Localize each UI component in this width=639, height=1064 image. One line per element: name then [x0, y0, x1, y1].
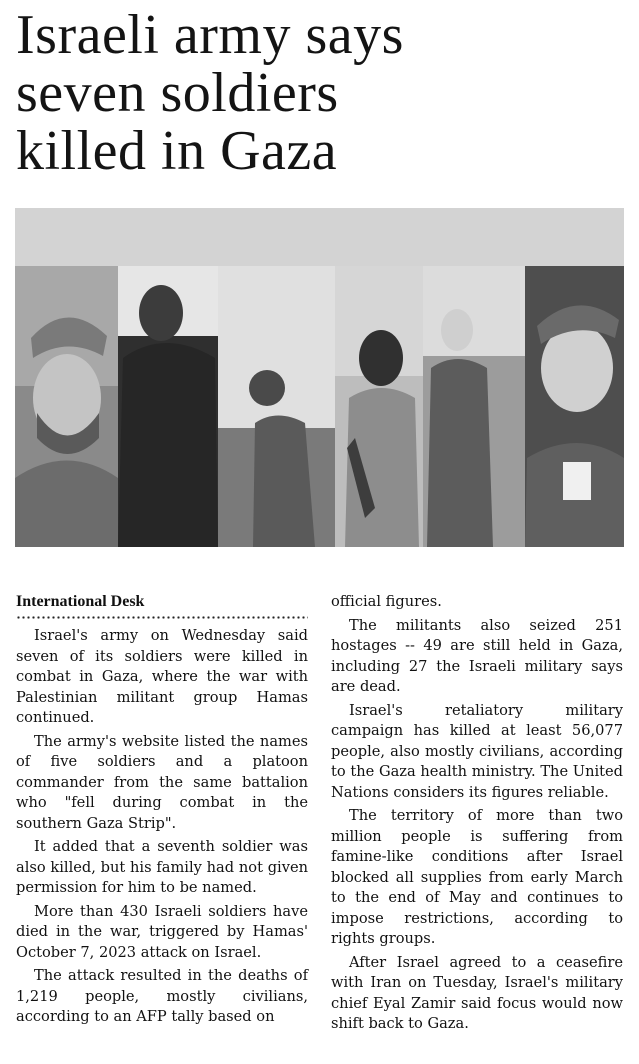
- section-desk-label: International Desk: [16, 593, 145, 610]
- soldier-portrait-3: [218, 266, 335, 547]
- article-paragraph: The militants also seized 251 hostages -- 49 are still held in Gaza, including 27 the Israeli military says are dead.: [331, 616, 623, 695]
- headline: [16, 6, 616, 180]
- article-paragraph: The territory of more than two million people is suffering from famine-like conditions after Israel blocked all supplies from early March to the end of May and continues to impose restrictions, according to rights groups.: [331, 807, 623, 947]
- article-paragraph: The attack resulted in the deaths of 1,219 people, mostly civilians, according to an AFP tally based on: [16, 967, 308, 1025]
- article-column-left: [16, 590, 308, 1031]
- article-paragraph: More than 430 Israeli soldiers have died in the war, triggered by Hamas' October 7, 2023 attack on Israel.: [16, 902, 308, 961]
- article-paragraph: Israel's army on Wednesday said seven of its soldiers were killed in combat in Gaza, where the war with Palestinian militant group Hamas continued.: [16, 627, 308, 726]
- headline-line: Israeli army says: [16, 4, 404, 66]
- headline-line: seven soldiers: [16, 62, 339, 124]
- soldier-portrait-5: [423, 266, 525, 547]
- article-paragraph: After Israel agreed to a ceasefire with Iran on Tuesday, Israel's military chief Eyal Zamir said focus would now shift back to Gaza.: [331, 953, 623, 1032]
- soldier-portrait-4: [335, 266, 423, 547]
- article-paragraph: Israel's retaliatory military campaign has killed at least 56,077 people, also mostly civilians, according to the Gaza health ministry. The United Nations considers its figures reliable.: [331, 701, 623, 801]
- article-column-right: [331, 590, 623, 1038]
- soldier-portrait-1: [15, 266, 118, 547]
- soldier-portrait-6: [525, 266, 624, 547]
- soldiers-photo: [15, 208, 624, 547]
- soldiers-portrait-photo-icon: [15, 208, 624, 547]
- article-paragraph-continued: official figures.: [331, 593, 442, 610]
- article-paragraph: It added that a seventh soldier was also killed, but his family had not given permission for him to be named.: [16, 838, 308, 896]
- soldier-portrait-2: [118, 266, 218, 547]
- dotted-divider: [16, 616, 308, 619]
- headline-line: killed in Gaza: [16, 120, 338, 182]
- article-paragraph: The army's website listed the names of five soldiers and a platoon commander from the same battalion who "fell during combat in the southern Gaza Strip".: [16, 732, 308, 832]
